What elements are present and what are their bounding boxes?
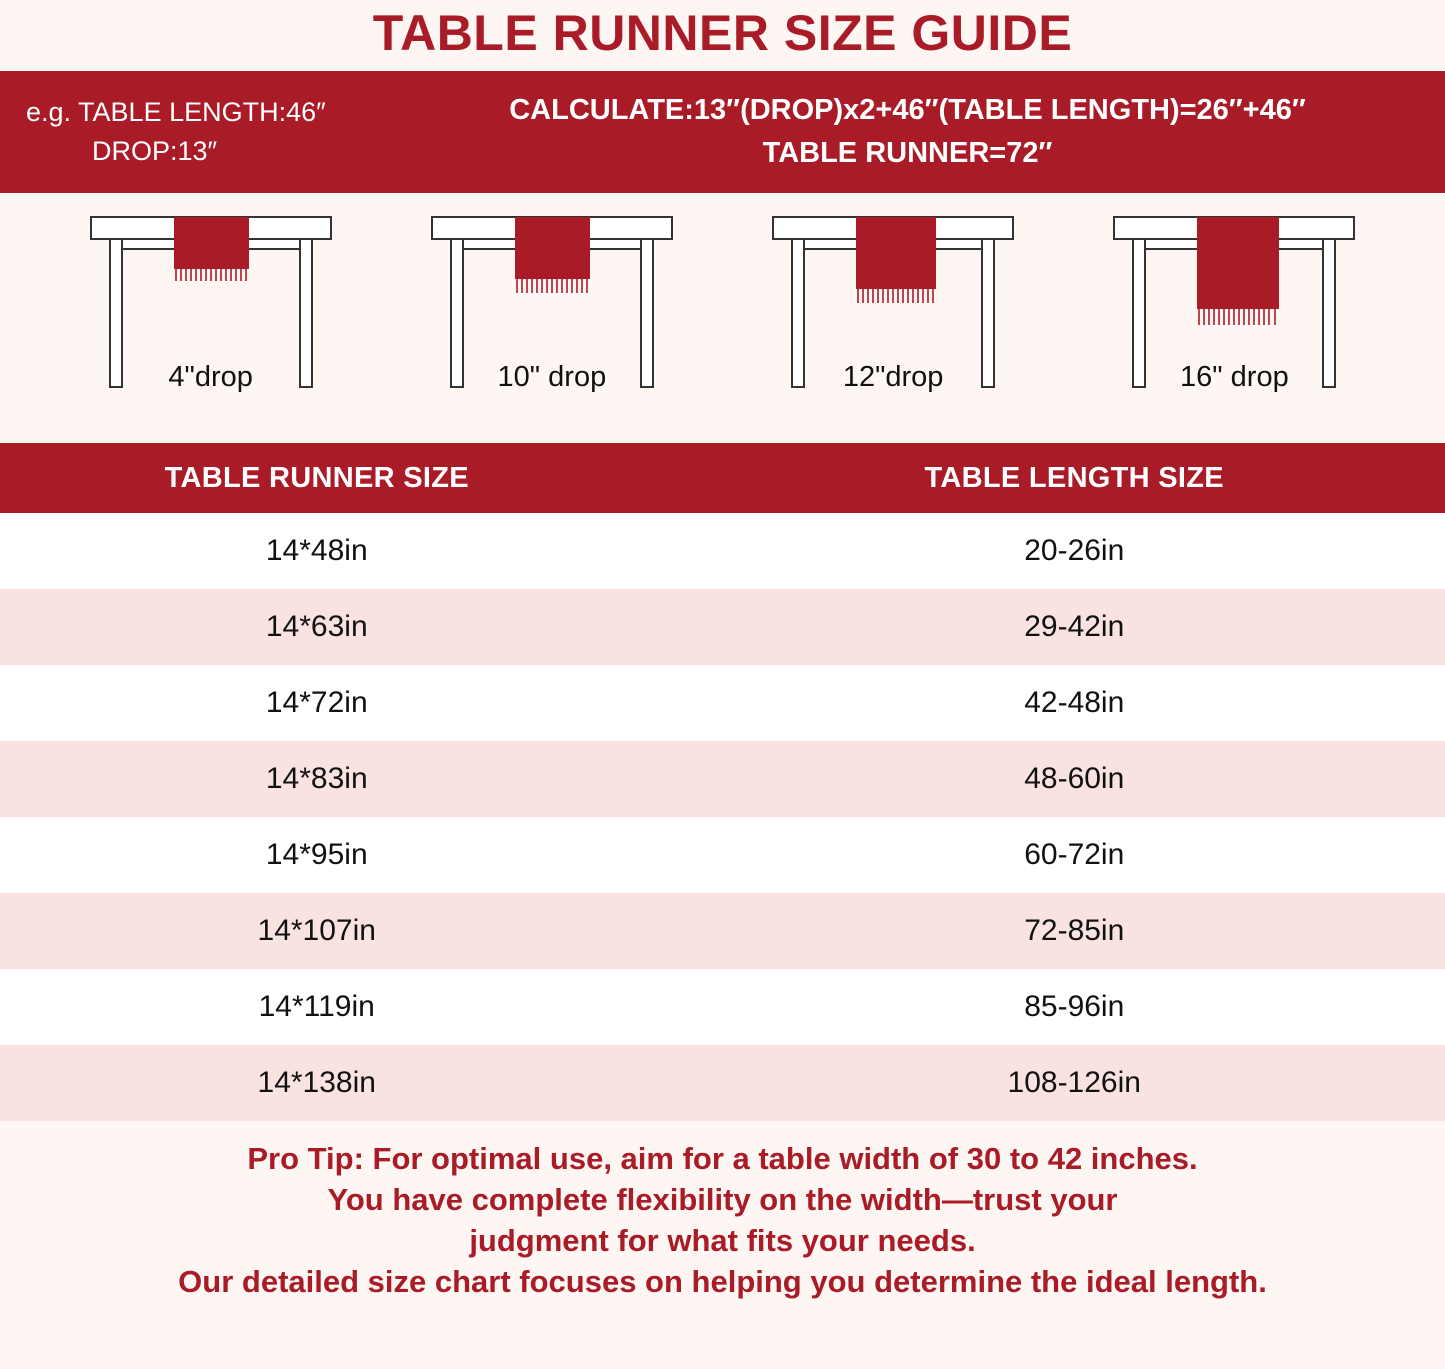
cell-runner-size: 14*72in — [0, 665, 723, 741]
page-title: TABLE RUNNER SIZE GUIDE — [372, 5, 1073, 61]
table-head — [0, 443, 1445, 513]
table-diagram-12in — [743, 207, 1043, 422]
calculation-line-1: CALCULATE:13″(DROP)x2+46″(TABLE LENGTH)=26″+46″ — [509, 93, 1306, 126]
size-chart-table — [0, 443, 1445, 1121]
cell-runner-size: 14*119in — [0, 969, 723, 1045]
pro-tip-line-2: You have complete flexibility on the width—trust your — [327, 1181, 1118, 1217]
pro-tip-line-4: Our detailed size chart focuses on helping you determine the ideal length. — [178, 1263, 1267, 1299]
calculation-text — [402, 89, 1433, 176]
table-body — [0, 513, 1445, 1121]
drop-label: 16" drop — [1180, 361, 1289, 393]
cell-table-length: 20-26in — [723, 513, 1445, 589]
drop-label: 12"drop — [842, 361, 944, 393]
table-header-row — [0, 443, 1445, 513]
table-row — [0, 893, 1445, 969]
drop-label: 4"drop — [168, 361, 253, 393]
example-drop: DROP:13″ — [92, 136, 218, 166]
cell-runner-size: 14*48in — [0, 513, 723, 589]
cell-runner-size: 14*138in — [0, 1045, 723, 1121]
cell-table-length: 108-126in — [723, 1045, 1445, 1121]
drop-label: 10" drop — [497, 361, 607, 393]
table-diagram-16in — [1084, 207, 1384, 422]
table-row — [0, 1045, 1445, 1121]
cell-runner-size: 14*95in — [0, 817, 723, 893]
calculation-line-2: TABLE RUNNER=72″ — [762, 137, 1053, 169]
cell-runner-size: 14*83in — [0, 741, 723, 817]
cell-table-length: 48-60in — [723, 741, 1445, 817]
pro-tip-line-1: Pro Tip: For optimal use, aim for a table width of 30 to 42 inches. — [247, 1141, 1198, 1176]
column-header-runner-size: TABLE RUNNER SIZE — [0, 443, 723, 513]
example-values — [12, 93, 402, 171]
table-row — [0, 513, 1445, 589]
cell-table-length: 29-42in — [723, 589, 1445, 665]
column-header-table-length: TABLE LENGTH SIZE — [723, 443, 1445, 513]
table-row — [0, 741, 1445, 817]
pro-tip-line-3: judgment for what fits your needs. — [469, 1222, 976, 1258]
cell-table-length: 60-72in — [723, 817, 1445, 893]
cell-table-length: 85-96in — [723, 969, 1445, 1045]
table-row — [0, 665, 1445, 741]
pro-tip-block — [0, 1121, 1445, 1303]
cell-runner-size: 14*63in — [0, 589, 723, 665]
cell-table-length: 42-48in — [723, 665, 1445, 741]
example-table-length: e.g. TABLE LENGTH:46″ — [26, 96, 326, 127]
cell-runner-size: 14*107in — [0, 893, 723, 969]
table-row — [0, 817, 1445, 893]
table-row — [0, 969, 1445, 1045]
table-diagram-4in — [61, 207, 361, 422]
table-diagram-10in — [402, 207, 702, 422]
diagram-strip — [0, 193, 1445, 443]
cell-table-length: 72-85in — [723, 893, 1445, 969]
formula-band — [0, 71, 1445, 193]
table-row — [0, 589, 1445, 665]
